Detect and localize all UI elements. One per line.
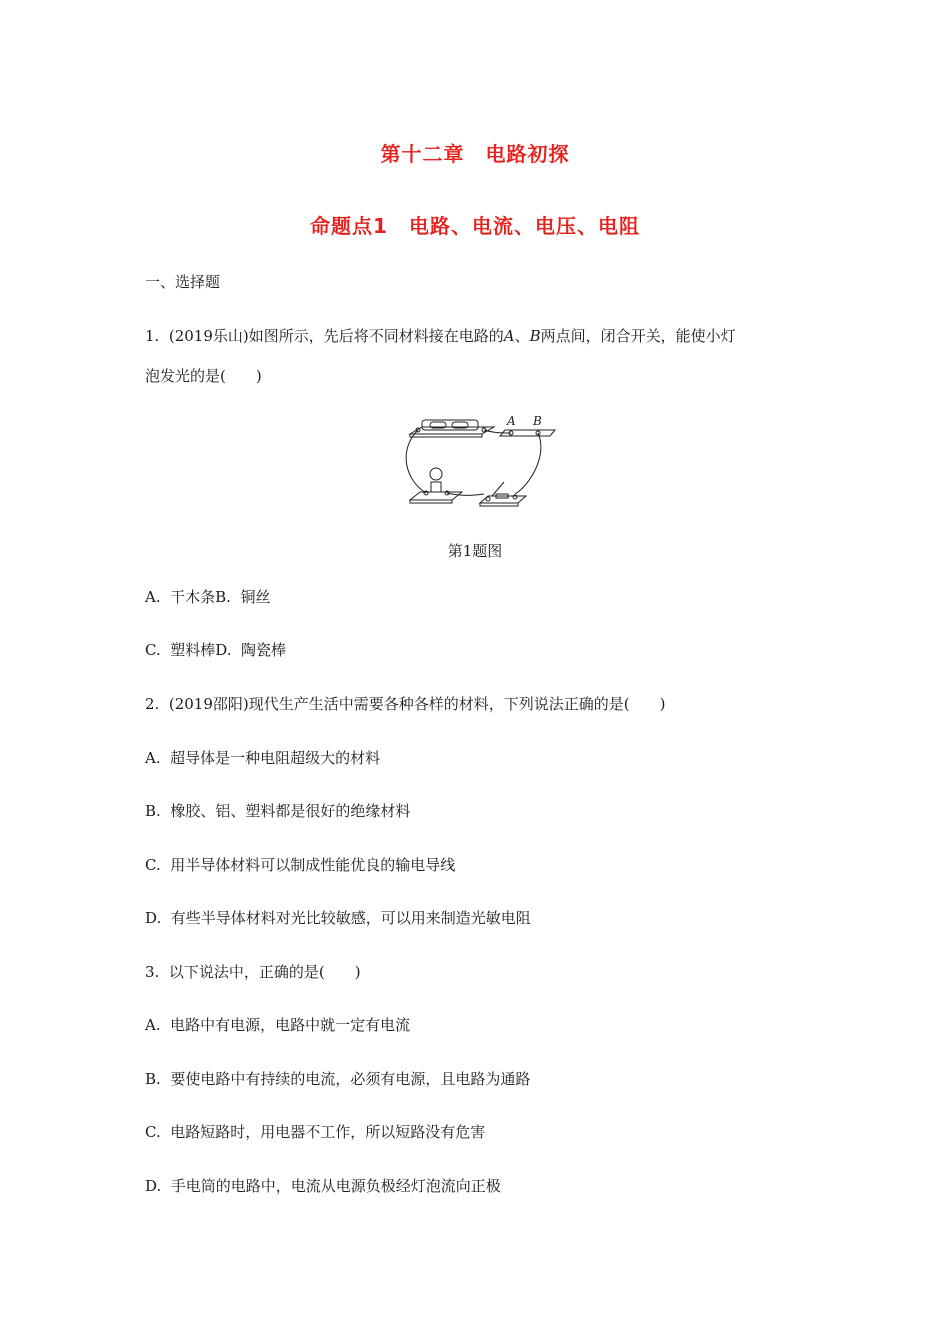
question-2-option-b: B. 橡胶、铝、塑料都是很好的绝缘材料 <box>145 802 411 820</box>
question-3-stem: 3. 以下说法中，正确的是( ) <box>145 963 361 981</box>
wire-left <box>406 430 426 493</box>
q1-point-a: A <box>503 327 515 345</box>
chapter-title: 第十二章 电路初探 <box>380 142 570 166</box>
question-1-options-row-2: C. 塑料棒D. 陶瓷棒 <box>145 641 287 659</box>
bulb-icon <box>430 468 442 480</box>
battery-board-edge <box>410 434 482 437</box>
terminal <box>486 497 490 501</box>
bulb-socket <box>431 482 441 492</box>
wire-lamp-switch <box>447 493 484 495</box>
question-2-stem: 2. (2019邵阳)现代生产生活中需要各种各样的材料，下列说法正确的是( ) <box>145 695 666 713</box>
q1-text-post: 两点间，闭合开关，能使小灯 <box>540 327 736 345</box>
question-3-option-c: C. 电路短路时，用电器不工作，所以短路没有危害 <box>145 1123 486 1141</box>
switch-board-edge <box>480 503 518 506</box>
wire-right <box>515 433 541 494</box>
question-3-option-d: D. 手电筒的电路中，电流从电源负极经灯泡流向正极 <box>145 1177 501 1195</box>
question-2-option-a: A. 超导体是一种电阻超级大的材料 <box>145 749 381 767</box>
section-heading: 一、选择题 <box>145 273 221 291</box>
question-3-option-a: A. 电路中有电源，电路中就一定有电流 <box>145 1016 411 1034</box>
q1-point-b: B <box>529 327 541 345</box>
figure-label-a: A <box>507 414 516 428</box>
question-2-option-c: C. 用半导体材料可以制成性能优良的输电导线 <box>145 856 456 874</box>
figure-label-b: B <box>533 414 542 428</box>
q1-separator: 、 <box>514 327 530 345</box>
section-title: 命题点1 电路、电流、电压、电阻 <box>310 214 640 238</box>
figure-caption: 第1题图 <box>447 542 503 560</box>
question-1-stem-line-2: 泡发光的是( ) <box>145 367 262 385</box>
question-2-option-d: D. 有些半导体材料对光比较敏感，可以用来制造光敏电阻 <box>145 909 531 927</box>
q1-text-pre: 1. (2019乐山)如图所示，先后将不同材料接在电路的 <box>145 327 504 345</box>
circuit-figure <box>400 410 560 510</box>
lamp-board-edge <box>410 500 452 503</box>
lamp-board <box>410 492 462 500</box>
question-3-option-b: B. 要使电路中有持续的电流，必须有电源，且电路为通路 <box>145 1070 531 1088</box>
question-1-stem-line-1 <box>145 326 736 346</box>
question-1-options-row-1: A. 干木条B. 铜丝 <box>145 588 271 606</box>
